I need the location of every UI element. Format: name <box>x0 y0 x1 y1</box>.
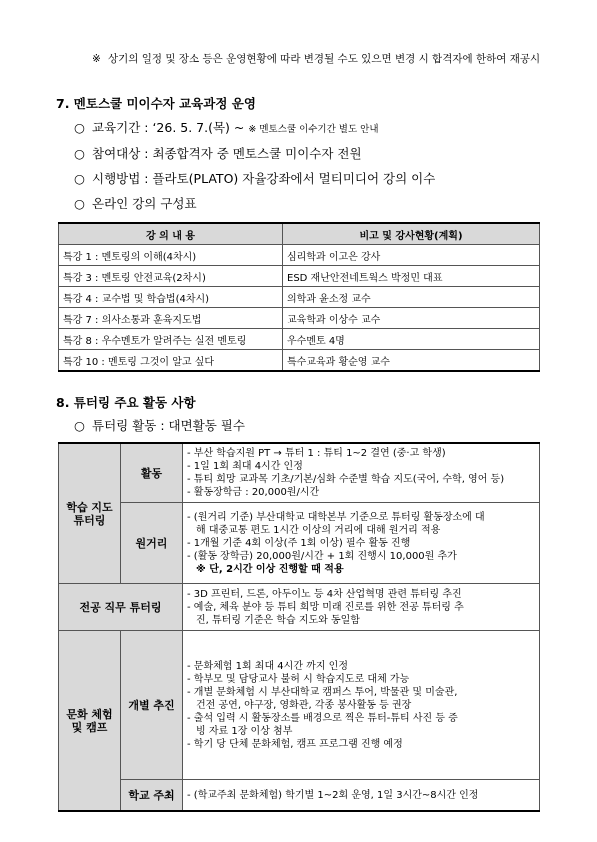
table-row <box>59 287 540 308</box>
activity-text: 튜터링 활동 : 대면활동 필수 <box>92 418 245 433</box>
category-major: 전공 직무 튜터링 <box>59 584 183 631</box>
detail-line: ※ 단, 2시간 이상 진행할 때 적용 <box>196 563 344 575</box>
detail-line: - 부산 학습지원 PT → 튜터 1 : 튜티 1~2 결연 (중·고 학생) <box>187 448 446 459</box>
table-row <box>59 631 540 780</box>
lecture-instructor: 교육학과 이상수 교수 <box>283 308 540 329</box>
bullet-circle: ○ <box>74 196 85 211</box>
section8-title: 8. 튜터링 주요 활동 사항 <box>56 395 196 410</box>
detail-line: - 1개월 기준 4회 이상(주 1회 이상) 필수 활동 진행 <box>187 537 411 549</box>
lecture-title: 특강 7 : 의사소통과 훈육지도법 <box>59 308 283 329</box>
period-note: ※ 멘토스쿨 이수기간 별도 안내 <box>248 124 379 135</box>
detail-line: - 문화체험 1회 최대 4시간 까지 인정 <box>187 660 348 672</box>
detail-line: - 개별 문화체험 시 부산대학교 캠퍼스 투어, 박물관 및 미술관, <box>187 686 458 698</box>
note-mark: ※ <box>92 53 101 65</box>
school-details <box>183 780 540 812</box>
detail-line: - 3D 프린터, 드론, 아두이노 등 4차 산업혁명 관련 튜터링 추진 <box>187 588 462 600</box>
table-caption-item <box>74 194 197 212</box>
lecture-title: 특강 1 : 멘토링의 이해(4차시) <box>59 245 283 266</box>
individual-details <box>183 631 540 780</box>
detail-line: - (학교주최 문화체험) 학기별 1~2회 운영, 1일 3시간~8시간 인정 <box>187 789 479 801</box>
detail-line: - 1일 1회 최대 4시간 인정 <box>187 461 303 472</box>
category-culture: 문화 체험 및 캠프 <box>59 631 121 812</box>
table-row <box>59 584 540 631</box>
header-content: 강 의 내 용 <box>59 223 283 245</box>
tutoring-table <box>58 442 540 812</box>
detail-line: - 출석 입력 시 활동장소를 배경으로 찍은 튜터-튜티 사진 등 증 <box>187 712 458 724</box>
table-row <box>59 266 540 287</box>
table-row <box>59 503 540 584</box>
detail-line: - 튜티 희망 교과목 기초/기본/심화 수준별 학습 지도(국어, 수학, 영어 등) <box>187 474 505 485</box>
bullet-circle: ○ <box>74 171 85 186</box>
method-item <box>74 169 435 187</box>
target-item <box>74 144 362 162</box>
activity-item <box>74 416 245 434</box>
lecture-instructor: 우수멘토 4명 <box>283 329 540 350</box>
sub-activity: 활동 <box>121 443 183 503</box>
sub-individual: 개별 추진 <box>121 631 183 780</box>
detail-line: - (원거리 기준) 부산대학교 대학본부 기준으로 튜터링 활동장소에 대 <box>187 511 485 523</box>
method-text: 시행방법 : 플라토(PLATO) 자율강좌에서 멀티미디어 강의 이수 <box>92 171 436 186</box>
table-row <box>59 443 540 503</box>
detail-line: - 학기 당 단체 문화체험, 캠프 프로그램 진행 예정 <box>187 738 403 750</box>
table-row <box>59 329 540 350</box>
header-remark: 비고 및 강사현황(계획) <box>283 223 540 245</box>
major-details <box>183 584 540 631</box>
detail-line: 빙 자료 1장 이상 첨부 <box>196 725 293 737</box>
lecture-title: 특강 8 : 우수멘토가 알려주는 실전 멘토링 <box>59 329 283 350</box>
detail-line: 진, 튜터링 기준은 학습 지도와 동일함 <box>196 614 360 626</box>
lecture-title: 특강 10 : 멘토링 그것이 알고 싶다 <box>59 350 283 372</box>
detail-line: 건전 공연, 야구장, 영화관, 각종 봉사활동 등 권장 <box>196 699 412 711</box>
lecture-title: 특강 3 : 멘토링 안전교육(2차시) <box>59 266 283 287</box>
sub-remote: 원거리 <box>121 503 183 584</box>
table-row <box>59 245 540 266</box>
lecture-instructor: 특수교육과 황순영 교수 <box>283 350 540 372</box>
schedule-note <box>92 52 552 67</box>
table-row <box>59 308 540 329</box>
bullet-circle: ○ <box>74 120 85 135</box>
detail-line: - 예술, 체육 분야 등 튜티 희망 미래 진로를 위한 전공 튜터링 추 <box>187 601 464 613</box>
sub-school: 학교 주최 <box>121 780 183 812</box>
lecture-instructor: 의학과 윤소정 교수 <box>283 287 540 308</box>
table-row <box>59 780 540 812</box>
category-learning: 학습 지도 튜터링 <box>59 443 121 584</box>
period-item <box>74 118 379 136</box>
target-text: 참여대상 : 최종합격자 중 멘토스쿨 미이수자 전원 <box>92 146 362 161</box>
table-row <box>59 350 540 372</box>
detail-line: - 학부모 및 담당교사 불허 시 학습지도로 대체 가능 <box>187 673 410 685</box>
bullet-circle: ○ <box>74 418 85 433</box>
detail-line: - (활동 장학금) 20,000원/시간 + 1회 진행시 10,000원 추가 <box>187 550 457 562</box>
lecture-table <box>58 222 540 372</box>
section7-title: 7. 멘토스쿨 미이수자 교육과정 운영 <box>56 96 256 111</box>
lecture-instructor: ESD 재난안전네트웍스 박정민 대표 <box>283 266 540 287</box>
lecture-table-header <box>59 223 540 245</box>
lecture-title: 특강 4 : 교수법 및 학습법(4차시) <box>59 287 283 308</box>
lecture-instructor: 심리학과 이고은 강사 <box>283 245 540 266</box>
note-text: 상기의 일정 및 장소 등은 운영현황에 따라 변경될 수도 있으면 변경 시 합격자에 한하여 재공시 <box>108 53 541 65</box>
bullet-circle: ○ <box>74 146 85 161</box>
remote-details <box>183 503 540 584</box>
table-caption: 온라인 강의 구성표 <box>92 196 197 211</box>
detail-line: - 활동장학금 : 20,000원/시간 <box>187 487 320 498</box>
detail-line: 해 대중교통 편도 1시간 이상의 거리에 대해 원거리 적용 <box>196 524 441 536</box>
activity-details <box>183 443 540 503</box>
period-label: 교육기간 : ‘26. 5. 7.(목) ~ <box>92 120 245 135</box>
